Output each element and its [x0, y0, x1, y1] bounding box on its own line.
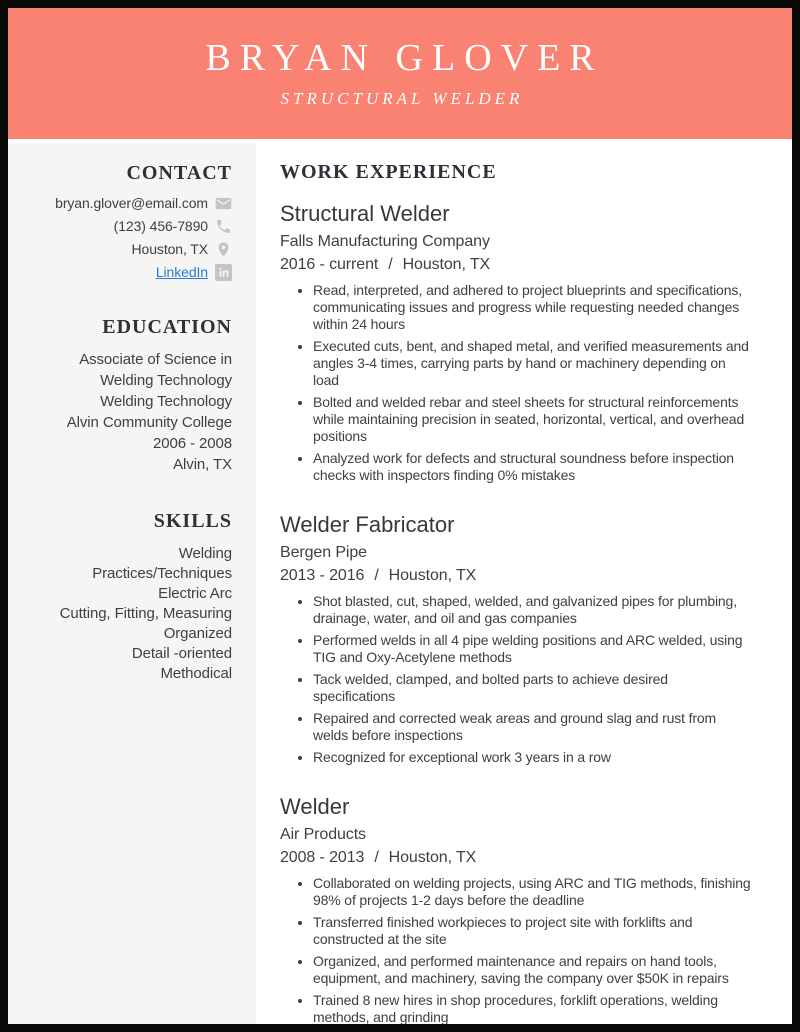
job-company: Bergen Pipe [280, 544, 367, 561]
skills-heading: SKILLS [153, 510, 232, 532]
skills-section [42, 508, 232, 684]
job-bullet-list [280, 282, 752, 484]
job-location: Houston, TX [388, 567, 477, 584]
bullet-item: • Read, interpreted, and adhered to project blueprints and specifications, communicating issues and progress while requesting needed changes within 24 hours [313, 282, 752, 333]
linkedin-icon [215, 264, 232, 281]
job-entry-1 [280, 200, 762, 484]
job-entry-2 [280, 511, 762, 766]
contact-heading: CONTACT [126, 162, 232, 184]
candidate-title: STRUCTURAL WELDER [280, 88, 524, 108]
bullet-item: • Collaborated on welding projects, using ARC and TIG methods, finishing 98% of projects 1-2 days before the deadline [313, 875, 752, 909]
work-experience-section [256, 143, 792, 1024]
job-dates: 2008 - 2013 [280, 849, 365, 866]
education-degree: Associate of Science in Welding Technology [79, 351, 232, 389]
skill-item: Electric Arc [158, 585, 232, 602]
dateline-separator: / [374, 849, 379, 866]
email-value: bryan.glover@email.com [55, 195, 208, 211]
contact-row-phone [42, 218, 232, 235]
contact-section [42, 160, 232, 281]
education-heading: EDUCATION [102, 316, 232, 338]
bullet-item: • Trained 8 new hires in shop procedures, forklift operations, welding methods, and grinding [313, 992, 752, 1026]
sidebar [8, 143, 256, 1024]
contact-row-location [42, 241, 232, 258]
bullet-item: • Tack welded, clamped, and bolted parts to achieve desired specifications [313, 671, 752, 705]
job-bullet-list [280, 875, 752, 1026]
education-dates: 2006 - 2008 [153, 435, 232, 452]
skill-item: Detail -oriented [131, 645, 232, 662]
location-value: Houston, TX [131, 241, 208, 257]
phone-icon [215, 218, 232, 235]
linkedin-link[interactable]: LinkedIn [155, 264, 208, 280]
job-title: Structural Welder [280, 201, 450, 226]
education-program: Welding Technology [100, 393, 232, 410]
job-title: Welder [280, 794, 350, 819]
skill-item: Welding Practices/Techniques [92, 545, 232, 582]
contact-row-linkedin [42, 264, 232, 281]
candidate-name: BRYAN GLOVER [205, 37, 604, 80]
location-pin-icon [215, 241, 232, 258]
job-location: Houston, TX [388, 849, 477, 866]
job-dates: 2016 - current [280, 256, 379, 273]
bullet-item: • Performed welds in all 4 pipe welding positions and ARC welded, using TIG and Oxy-Acetylene methods [313, 632, 752, 666]
contact-list [42, 195, 232, 281]
contact-row-email [42, 195, 232, 212]
dateline-separator: / [374, 567, 379, 584]
job-dateline [280, 254, 762, 275]
job-dateline [280, 565, 762, 586]
skill-item: Organized [163, 625, 232, 642]
bullet-item: • Analyzed work for defects and structural soundness before inspection checks with inspectors finding 0% mistakes [313, 450, 752, 484]
bullet-item: • Recognized for exceptional work 3 years in a row [313, 749, 752, 766]
education-school: Alvin Community College [66, 414, 232, 431]
skills-list [42, 544, 232, 684]
phone-value: (123) 456-7890 [113, 218, 208, 234]
bullet-item: • Repaired and corrected weak areas and ground slag and rust from welds before inspections [313, 710, 752, 744]
job-company: Air Products [280, 826, 366, 843]
content-columns [8, 143, 792, 1024]
job-dateline [280, 847, 762, 868]
header-band [8, 8, 792, 139]
education-location: Alvin, TX [173, 456, 232, 473]
job-company: Falls Manufacturing Company [280, 233, 490, 250]
dateline-separator: / [388, 256, 393, 273]
job-title: Welder Fabricator [280, 512, 455, 537]
job-dates: 2013 - 2016 [280, 567, 365, 584]
bullet-item: • Executed cuts, bent, and shaped metal, and verified measurements and angles 3-4 times, carrying parts by hand or machinery depending on load [313, 338, 752, 389]
work-experience-heading: WORK EXPERIENCE [280, 161, 497, 183]
job-entry-3 [280, 793, 762, 1026]
skill-item: Methodical [160, 665, 232, 682]
job-location: Houston, TX [402, 256, 491, 273]
education-section [42, 314, 232, 475]
bullet-item: • Organized, and performed maintenance and repairs on hand tools, equipment, and machinery, saving the company over $50K in repairs [313, 953, 752, 987]
skill-item: Cutting, Fitting, Measuring [59, 605, 232, 622]
envelope-icon [215, 195, 232, 212]
bullet-item: • Shot blasted, cut, shaped, welded, and galvanized pipes for plumbing, drainage, water, and oil and gas companies [313, 593, 752, 627]
bullet-item: • Bolted and welded rebar and steel sheets for structural reinforcements while maintaining precision in seated, horizontal, vertical, and overhead positions [313, 394, 752, 445]
job-bullet-list [280, 593, 752, 766]
bullet-item: • Transferred finished workpieces to project site with forklifts and constructed at the site [313, 914, 752, 948]
education-lines [42, 349, 232, 475]
